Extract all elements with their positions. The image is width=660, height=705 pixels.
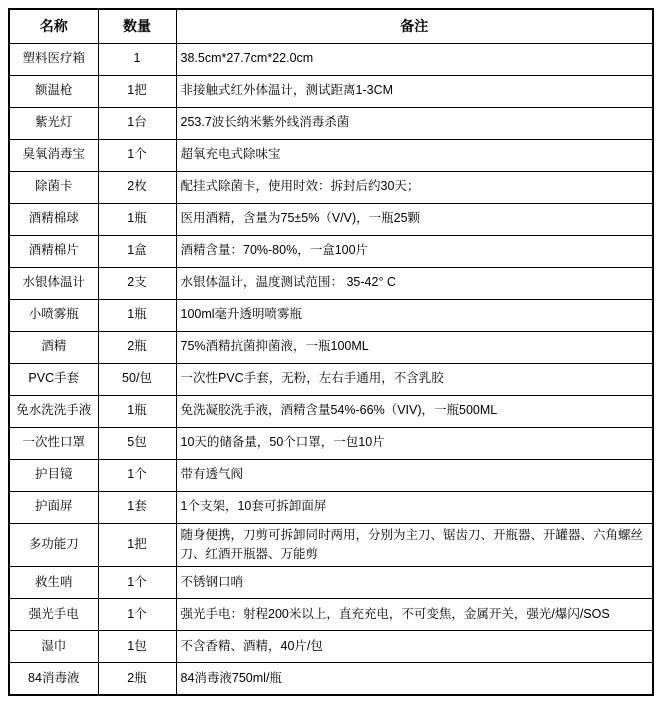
item-remarks-cell: 带有透气阀: [176, 459, 653, 491]
item-quantity-cell: 2支: [98, 267, 176, 299]
item-remarks-cell: 一次性PVC手套，无粉，左右手通用，不含乳胶: [176, 363, 653, 395]
item-quantity-cell: 2瓶: [98, 331, 176, 363]
item-name-cell: 酒精棉球: [9, 203, 98, 235]
item-remarks-cell: 免洗凝胶洗手液，酒精含量54%-66%（VIV)，一瓶500ML: [176, 395, 653, 427]
table-row: [9, 75, 653, 107]
item-name-cell: 小喷雾瓶: [9, 299, 98, 331]
item-quantity-cell: 1个: [98, 567, 176, 599]
item-remarks-cell: 非接触式红外体温计，测试距离1-3CM: [176, 75, 653, 107]
item-remarks-cell: 医用酒精，含量为75±5%（V/V)，一瓶25颗: [176, 203, 653, 235]
item-name-cell: 酒精: [9, 331, 98, 363]
column-header-quantity: 数量: [98, 9, 176, 43]
item-name-cell: 额温枪: [9, 75, 98, 107]
table-row: [9, 203, 653, 235]
item-remarks-cell: 不锈钢口哨: [176, 567, 653, 599]
item-quantity-cell: 1包: [98, 631, 176, 663]
item-remarks-cell: 1个支架，10套可拆卸面屏: [176, 491, 653, 523]
item-remarks-cell: 强光手电：射程200米以上，直充充电，不可变焦，金属开关，强光/爆闪/SOS: [176, 599, 653, 631]
item-name-cell: 多功能刀: [9, 523, 98, 567]
item-quantity-cell: 1把: [98, 75, 176, 107]
supplies-table: [8, 8, 654, 696]
item-quantity-cell: 2枚: [98, 171, 176, 203]
column-header-remarks: 备注: [176, 9, 653, 43]
item-quantity-cell: 1瓶: [98, 299, 176, 331]
item-name-cell: PVC手套: [9, 363, 98, 395]
item-name-cell: 强光手电: [9, 599, 98, 631]
item-quantity-cell: 1套: [98, 491, 176, 523]
item-remarks-cell: 超氧充电式除味宝: [176, 139, 653, 171]
item-remarks-cell: 38.5cm*27.7cm*22.0cm: [176, 43, 653, 75]
item-quantity-cell: 1: [98, 43, 176, 75]
item-name-cell: 臭氧消毒宝: [9, 139, 98, 171]
item-quantity-cell: 2瓶: [98, 663, 176, 695]
item-remarks-cell: 随身便携，刀剪可拆卸同时两用，分别为主刀、锯齿刀、开瓶器、开罐器、六角螺丝刀、红酒开瓶器、万能剪: [176, 523, 653, 567]
table-row: [9, 427, 653, 459]
item-remarks-cell: 84消毒液750ml/瓶: [176, 663, 653, 695]
item-quantity-cell: 1台: [98, 107, 176, 139]
table-row: [9, 363, 653, 395]
table-row: [9, 107, 653, 139]
item-name-cell: 酒精棉片: [9, 235, 98, 267]
table-row: [9, 567, 653, 599]
item-quantity-cell: 1个: [98, 139, 176, 171]
table-row: [9, 631, 653, 663]
item-name-cell: 护目镜: [9, 459, 98, 491]
item-quantity-cell: 1把: [98, 523, 176, 567]
item-remarks-cell: 253.7波长纳米紫外线消毒杀菌: [176, 107, 653, 139]
item-name-cell: 湿巾: [9, 631, 98, 663]
item-quantity-cell: 50/包: [98, 363, 176, 395]
item-remarks-cell: 配挂式除菌卡，使用时效：拆封后约30天；: [176, 171, 653, 203]
item-remarks-cell: 酒精含量：70%-80%，一盒100片: [176, 235, 653, 267]
item-remarks-cell: 100ml毫升透明喷雾瓶: [176, 299, 653, 331]
table-row: [9, 523, 653, 567]
table-row: [9, 491, 653, 523]
item-quantity-cell: 1瓶: [98, 203, 176, 235]
item-name-cell: 塑料医疗箱: [9, 43, 98, 75]
item-quantity-cell: 5包: [98, 427, 176, 459]
item-remarks-cell: 不含香精、酒精，40片/包: [176, 631, 653, 663]
table-row: [9, 459, 653, 491]
item-quantity-cell: 1个: [98, 599, 176, 631]
table-header: [9, 9, 653, 43]
item-remarks-cell: 75%酒精抗菌抑菌液，一瓶100ML: [176, 331, 653, 363]
table-row: [9, 599, 653, 631]
item-quantity-cell: 1瓶: [98, 395, 176, 427]
table-row: [9, 43, 653, 75]
header-row: [9, 9, 653, 43]
table-row: [9, 267, 653, 299]
item-remarks-cell: 10天的储备量，50个口罩，一包10片: [176, 427, 653, 459]
column-header-name: 名称: [9, 9, 98, 43]
item-remarks-cell: 水银体温计，温度测试范围： 35-42° C: [176, 267, 653, 299]
item-name-cell: 护面屏: [9, 491, 98, 523]
item-name-cell: 一次性口罩: [9, 427, 98, 459]
table-row: [9, 139, 653, 171]
item-quantity-cell: 1盒: [98, 235, 176, 267]
table-row: [9, 235, 653, 267]
item-quantity-cell: 1个: [98, 459, 176, 491]
table-row: [9, 171, 653, 203]
table-row: [9, 663, 653, 695]
item-name-cell: 紫光灯: [9, 107, 98, 139]
item-name-cell: 除菌卡: [9, 171, 98, 203]
table-row: [9, 395, 653, 427]
item-name-cell: 84消毒液: [9, 663, 98, 695]
table-body: [9, 43, 653, 695]
item-name-cell: 救生哨: [9, 567, 98, 599]
item-name-cell: 免水洗洗手液: [9, 395, 98, 427]
table-row: [9, 331, 653, 363]
table-row: [9, 299, 653, 331]
item-name-cell: 水银体温计: [9, 267, 98, 299]
